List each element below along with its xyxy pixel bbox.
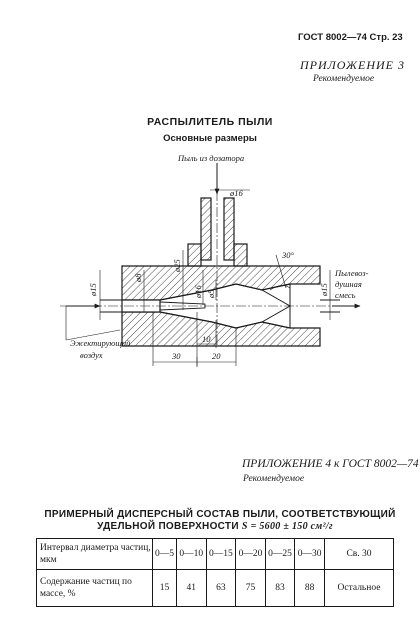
page-header: ГОСТ 8002—74 Стр. 23 (298, 32, 403, 43)
table-title-formula: S = 5600 ± 150 см²/г (241, 521, 333, 532)
table-title-line2-text: УДЕЛЬНОЙ ПОВЕРХНОСТИ (97, 521, 239, 532)
label-mixture-3: смесь (335, 290, 356, 300)
content-cell: 15 (153, 570, 177, 607)
label-d15-right: ø15 (319, 283, 329, 296)
table-row-intervals (37, 539, 394, 570)
interval-cell: 0—30 (295, 539, 325, 570)
interval-cell: 0—10 (176, 539, 206, 570)
dispersion-table (36, 538, 394, 607)
label-dim-30: 30 (172, 351, 181, 361)
label-d15-left: ø15 (88, 283, 98, 296)
content-cell: 63 (206, 570, 236, 607)
label-d5: ø5 (206, 289, 216, 298)
label-dim-10: 10 (202, 334, 211, 344)
content-cell: 41 (176, 570, 206, 607)
label-dim-20: 20 (212, 351, 221, 361)
interval-cell: 0—15 (206, 539, 236, 570)
content-cell: 83 (265, 570, 295, 607)
appendix-4-note: Рекомендуемое (243, 474, 305, 484)
interval-cell: 0—20 (236, 539, 266, 570)
appendix-4-title: ПРИЛОЖЕНИЕ 4 к ГОСТ 8002—74 (242, 458, 419, 470)
label-d25: ø25 (172, 259, 182, 272)
label-d16-mid: ø16 (193, 285, 203, 298)
table-row-contents (37, 570, 394, 607)
label-d8: ø8 (133, 273, 143, 282)
appendix-3-note: Рекомендуемое (313, 74, 375, 84)
table-title-line2 (0, 521, 420, 532)
row-label-intervals: Интервал диаметра частиц, мкм (37, 539, 153, 570)
interval-cell: 0—5 (153, 539, 177, 570)
label-air-1: Эжектирующий (70, 338, 131, 348)
label-angle-30: 30° (282, 250, 294, 260)
interval-cell: 0—25 (265, 539, 295, 570)
row-label-contents: Содержание частиц по массе, % (37, 570, 153, 607)
label-mixture-2: душная (335, 279, 362, 289)
drawing-subtitle: Основные размеры (163, 133, 257, 144)
dust-sprayer-drawing (0, 145, 420, 380)
label-dust-from-feeder: Пыль из дозатора (178, 153, 245, 163)
content-cell: 75 (236, 570, 266, 607)
label-air-2: воздух (80, 350, 103, 360)
interval-cell: Св. 30 (325, 539, 394, 570)
drawing-title: РАСПЫЛИТЕЛЬ ПЫЛИ (147, 116, 273, 128)
label-mixture-1: Пылевоз- (335, 268, 369, 278)
appendix-3-title: ПРИЛОЖЕНИЕ 3 (300, 58, 405, 72)
content-cell: Остальное (325, 570, 394, 607)
content-cell: 88 (295, 570, 325, 607)
label-d16-top: ø16 (230, 188, 243, 198)
table-title-line1: ПРИМЕРНЫЙ ДИСПЕРСНЫЙ СОСТАВ ПЫЛИ, СООТВЕТСТВУЮЩИЙ (44, 509, 396, 520)
